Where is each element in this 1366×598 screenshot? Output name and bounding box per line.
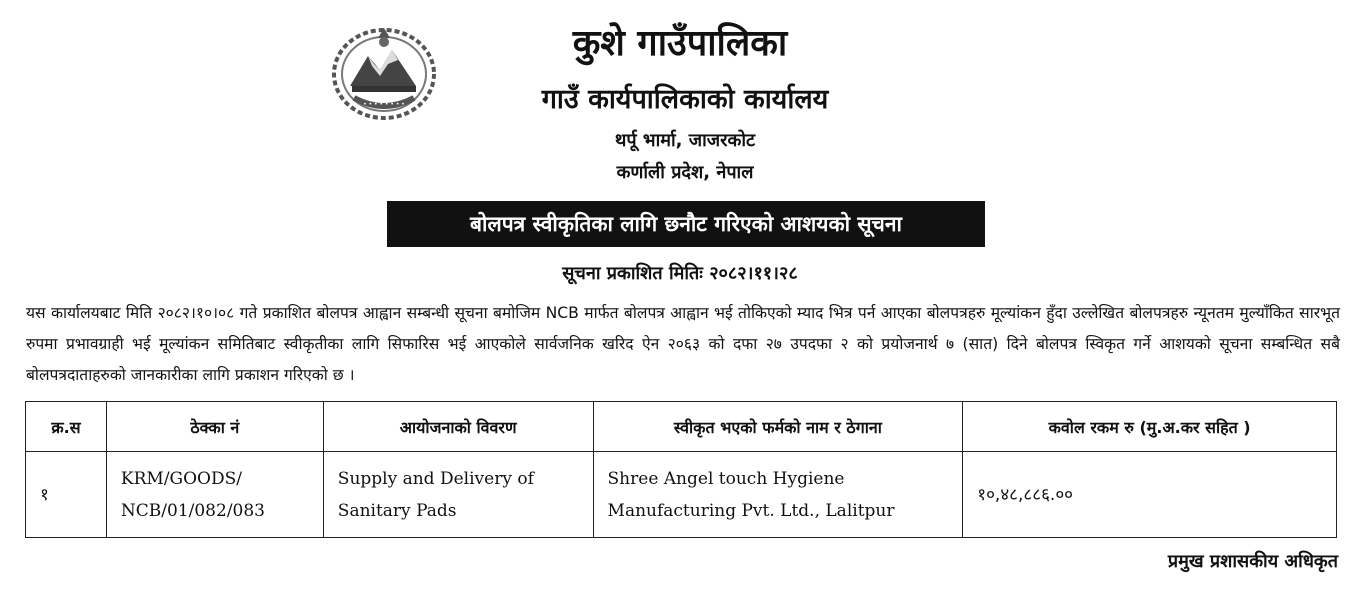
published-date: सूचना प्रकाशित मितिः २०८२।११।२८ [562, 263, 798, 284]
table-header-row [26, 402, 1337, 452]
cell-firm: Shree Angel touch Hygiene Manufacturing Pvt. Ltd., Lalitpur [593, 452, 963, 538]
header-project: आयोजनाको विवरण [323, 402, 593, 452]
table-row [26, 452, 1337, 538]
notice-body: यस कार्यालयबाट मिति २०८२।१०।०८ गते प्रकाशित बोलपत्र आह्वान सम्बन्धी सूचना बमोजिम NCB मार्फत बोलपत्र आह्वान भई तोकिएको म्याद भित्र पर्न आएका बोलपत्रहरु मूल्यांकन हुँदा उल्लेखित बोलपत्रहरु न्यूनतम मुल्याँकित सारभूत रुपमा प्रभावग्राही भई मूल्यांकन समितिबाट स्वीकृतीका लागि सिफारिस भई आएकोले सार्वजनिक खरिद ऐन २०६३ को दफा २७ उपदफा २ को प्रयोजनार्थ ७ (सात) दिने बोलपत्र स्विकृत गर्ने आशयको सूचना सम्बन्धित सबै बोलपत्रदाताहरुको जानकारीका लागि प्रकाशन गरिएको छ । [26, 304, 1340, 384]
cell-project: Supply and Delivery of Sanitary Pads [323, 452, 593, 538]
cell-contract-no: KRM/GOODS/ NCB/01/082/083 [106, 452, 323, 538]
cell-serial: १ [26, 452, 107, 538]
municipality-name: कुशे गाउँपालिका [572, 23, 788, 64]
header-contract-no: ठेक्का नं [106, 402, 323, 452]
header-firm: स्वीकृत भएको फर्मको नाम र ठेगाना [593, 402, 963, 452]
award-table [25, 401, 1337, 538]
cell-amount: १०,४८,८८६.०० [963, 452, 1337, 538]
notice-title-banner: बोलपत्र स्वीकृतिका लागि छनौट गरिएको आशयको सूचना [387, 201, 985, 247]
header-serial: क्र.स [26, 402, 107, 452]
signature-title: प्रमुख प्रशासकीय अधिकृत [1167, 551, 1338, 572]
header-amount: कवोल रकम रु (मु.अ.कर सहित ) [963, 402, 1337, 452]
svg-text:• • • • • • • •: • • • • • • • • [363, 101, 405, 108]
address-line-2: कर्णाली प्रदेश, नेपाल [616, 162, 754, 183]
address-line-1: थर्पू भार्मा, जाजरकोट [614, 130, 756, 151]
office-name: गाउँ कार्यपालिकाको कार्यालय [541, 84, 829, 115]
